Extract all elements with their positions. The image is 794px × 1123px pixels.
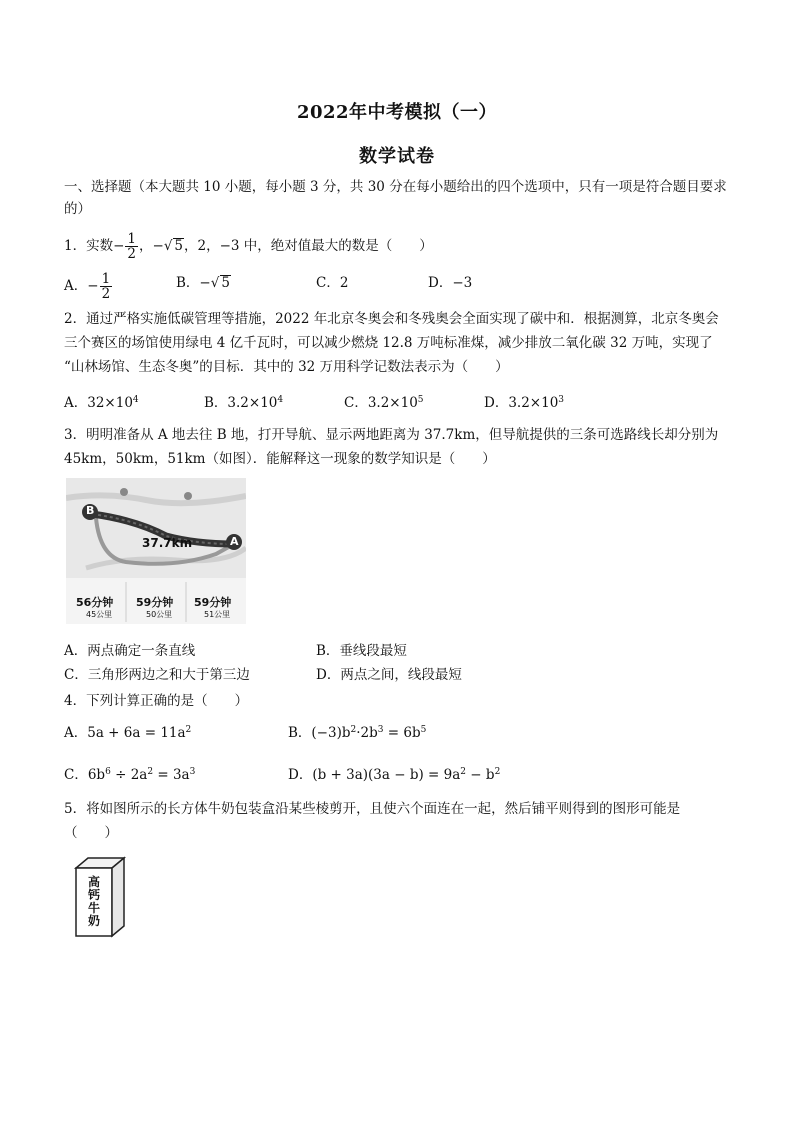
- q2-option-a[interactable]: A．$32\times 10^4$: [64, 395, 139, 411]
- q1-option-d[interactable]: D．−3: [428, 275, 473, 291]
- route-2-dist: 50公里: [146, 610, 173, 619]
- q3-option-a[interactable]: A．两点确定一条直线: [64, 643, 196, 659]
- q2-option-c[interactable]: C．$3.2\times 10^5$: [344, 395, 424, 411]
- question-5-line2: （ ）: [64, 825, 118, 841]
- question-4-stem: 4．下列计算正确的是（ ）: [64, 693, 249, 709]
- fraction: $\frac{1}{2}$: [127, 231, 136, 262]
- q1-option-b[interactable]: B．−√ 5: [176, 275, 230, 291]
- question-5-line1: 5．将如图所示的长方体牛奶包装盒沿某些棱剪开，且使六个面连在一起，然后铺平则得到的图形可能是: [64, 801, 681, 817]
- milk-box-label: 高钙牛奶: [87, 875, 100, 928]
- map-point-b: B: [86, 504, 95, 517]
- q1-option-c[interactable]: C．2: [316, 275, 349, 291]
- question-1-stem: 1．实数− $\frac{1}{2}$ ，−√ 5，2，−3 中，绝对值最大的数是（ ）: [64, 231, 433, 262]
- exam-subtitle: 数学试卷: [359, 146, 435, 167]
- route-3-time: 59分钟: [194, 596, 232, 609]
- map-distance-label: 37.7km: [142, 536, 193, 550]
- question-3-line1: 3．明明准备从 A 地去往 B 地，打开导航、显示两地距离为 37.7km，但导航提供的三条可选路线长却分别为: [64, 427, 719, 443]
- map-point-a: A: [230, 535, 239, 548]
- q2-option-b[interactable]: B．$3.2\times 10^4$: [204, 395, 284, 411]
- navigation-map-image: [66, 478, 246, 624]
- question-2-line1: 2．通过严格实施低碳管理等措施，2022 年北京冬奥会和冬残奥会全面实现了碳中和．根据测算，北京冬奥会: [64, 311, 719, 327]
- q4-option-a[interactable]: A．$5a + 6a = 11a^2$: [64, 725, 192, 741]
- q4-option-d[interactable]: D．$(b + 3a)(3a - b) = 9a^2 - b^2$: [288, 767, 501, 783]
- route-1-time: 56分钟: [76, 596, 114, 609]
- route-2-time: 59分钟: [136, 596, 174, 609]
- q3-option-d[interactable]: D．两点之间，线段最短: [316, 667, 462, 683]
- question-2-line3: “山林场馆、生态冬奥”的目标．其中的 32 万用科学记数法表示为（ ）: [64, 359, 509, 375]
- milk-box-figure: [72, 856, 132, 940]
- sqrt-symbol: √: [163, 238, 173, 254]
- question-2-line2: 三个赛区的场馆使用绿电 4 亿千瓦时，可以减少燃烧 12.8 万吨标准煤，减少排放二氧化碳 32 万吨，实现了: [64, 335, 713, 351]
- route-3-dist: 51公里: [204, 610, 231, 619]
- q3-option-b[interactable]: B．垂线段最短: [316, 643, 407, 659]
- route-1-dist: 45公里: [86, 610, 113, 619]
- q4-option-c[interactable]: C．$6b^6 \div 2a^2 = 3a^3$: [64, 767, 196, 783]
- section-intro-line1: 一、选择题（本大题共 10 小题，每小题 3 分，共 30 分在每小题给出的四个选项中，只有一项是符合题目要求: [64, 179, 727, 195]
- q3-option-c[interactable]: C．三角形两边之和大于第三边: [64, 667, 250, 683]
- section-intro-line2: 的）: [64, 201, 91, 217]
- exam-title: 2022年中考模拟（一）: [296, 102, 498, 123]
- question-3-line2: 45km，50km，51km（如图）．能解释这一现象的数学知识是（ ）: [64, 451, 496, 467]
- q2-option-d[interactable]: D．$3.2\times 10^3$: [484, 395, 565, 411]
- q1-option-a[interactable]: A．− $\frac{1}{2}$: [64, 271, 111, 302]
- q4-option-b[interactable]: B．$(-3)b^2\cdot 2b^3 = 6b^5$: [288, 725, 427, 741]
